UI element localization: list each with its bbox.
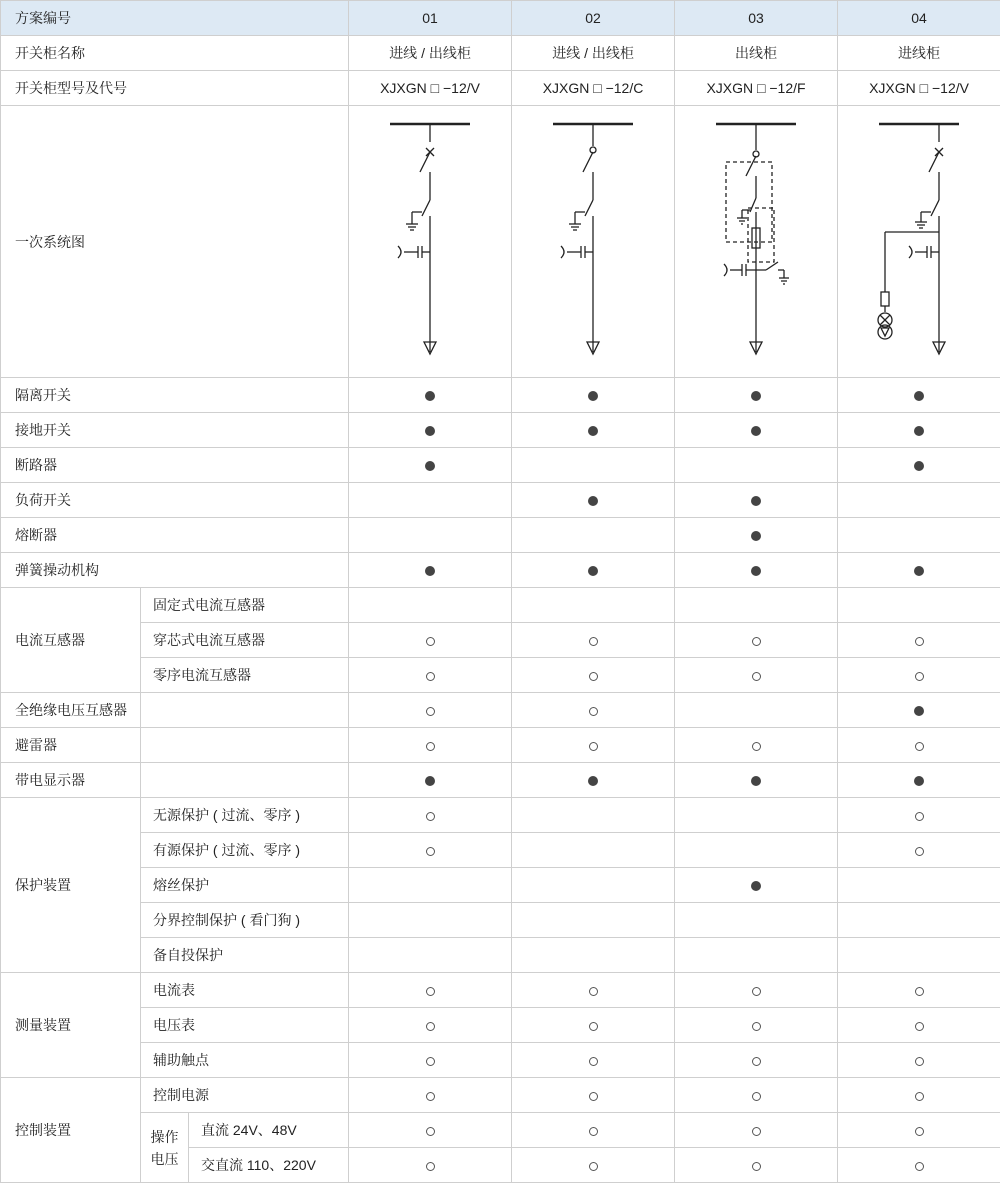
mark-cell xyxy=(675,1148,838,1183)
mark-cell xyxy=(675,798,838,833)
mark-cell xyxy=(675,763,838,798)
mark-cell xyxy=(838,378,1000,413)
protection-row xyxy=(1,798,1000,833)
mark-cell xyxy=(349,448,512,483)
mark-cell xyxy=(349,728,512,763)
mark-cell xyxy=(349,1043,512,1078)
open-circle-icon xyxy=(426,1022,435,1031)
op-voltage-line2: 电压 xyxy=(150,1150,179,1167)
open-circle-icon xyxy=(589,672,598,681)
mark-cell xyxy=(675,413,838,448)
filled-dot-icon xyxy=(588,496,598,506)
mark-cell xyxy=(675,1043,838,1078)
mark-cell xyxy=(349,903,512,938)
measure-row xyxy=(1,973,1000,1008)
open-circle-icon xyxy=(589,637,598,646)
mark-cell xyxy=(512,728,675,763)
filled-dot-icon xyxy=(914,461,924,471)
open-circle-icon xyxy=(752,1162,761,1171)
op-voltage-label xyxy=(141,1113,189,1183)
mark-cell xyxy=(349,833,512,868)
mark-cell xyxy=(349,1078,512,1113)
filled-dot-icon xyxy=(425,426,435,436)
filled-dot-icon xyxy=(751,531,761,541)
open-circle-icon xyxy=(915,742,924,751)
filled-dot-icon xyxy=(751,426,761,436)
mark-cell xyxy=(675,658,838,693)
group-label: 控制装置 xyxy=(1,1078,141,1183)
row-label: 一次系统图 xyxy=(1,106,349,378)
cabinet-name: 进线柜 xyxy=(838,36,1000,71)
sub-label: 电压表 xyxy=(141,1008,349,1043)
cabinet-model: XJXGN □ −12/V xyxy=(838,71,1000,106)
row-label: 带电显示器 xyxy=(1,763,141,798)
group-label: 电流互感器 xyxy=(1,588,141,693)
pt-row xyxy=(1,693,1000,728)
open-circle-icon xyxy=(915,1092,924,1101)
filled-dot-icon xyxy=(914,566,924,576)
mark-cell xyxy=(675,553,838,588)
sub-label: 无源保护 ( 过流、零序 ) xyxy=(141,798,349,833)
mark-cell xyxy=(349,938,512,973)
group-label: 保护装置 xyxy=(1,798,141,973)
open-circle-icon xyxy=(915,1162,924,1171)
mark-cell xyxy=(349,973,512,1008)
open-circle-icon xyxy=(752,1127,761,1136)
filled-dot-icon xyxy=(425,566,435,576)
row-label: 全绝缘电压互感器 xyxy=(1,693,141,728)
mark-cell xyxy=(675,973,838,1008)
mark-cell xyxy=(349,378,512,413)
mark-cell xyxy=(838,413,1000,448)
sub-label: 交直流 110、220V xyxy=(189,1148,349,1183)
mark-cell xyxy=(512,1078,675,1113)
filled-dot-icon xyxy=(914,706,924,716)
earthing-row xyxy=(1,413,1000,448)
load-switch-row xyxy=(1,483,1000,518)
diagram-02-svg xyxy=(543,112,643,372)
protection-row xyxy=(1,938,1000,973)
ct-row xyxy=(1,623,1000,658)
cabinet-model: XJXGN □ −12/V xyxy=(349,71,512,106)
mark-cell xyxy=(349,413,512,448)
mark-cell xyxy=(512,588,675,623)
filled-dot-icon xyxy=(425,461,435,471)
mark-cell xyxy=(838,448,1000,483)
open-circle-icon xyxy=(426,1127,435,1136)
model-row xyxy=(1,71,1000,106)
open-circle-icon xyxy=(589,987,598,996)
mark-cell xyxy=(349,693,512,728)
name-row xyxy=(1,36,1000,71)
mark-cell xyxy=(675,1113,838,1148)
mark-cell xyxy=(675,1008,838,1043)
single-line-diagram-01 xyxy=(349,106,512,378)
filled-dot-icon xyxy=(751,496,761,506)
open-circle-icon xyxy=(915,987,924,996)
filled-dot-icon xyxy=(751,881,761,891)
arrester-row xyxy=(1,728,1000,763)
diagram-row xyxy=(1,106,1000,378)
protection-row xyxy=(1,903,1000,938)
open-circle-icon xyxy=(426,707,435,716)
sub-label: 控制电源 xyxy=(141,1078,349,1113)
open-circle-icon xyxy=(426,742,435,751)
sub-label: 固定式电流互感器 xyxy=(141,588,349,623)
mark-cell xyxy=(838,693,1000,728)
mark-cell xyxy=(349,1148,512,1183)
empty-cell xyxy=(141,693,349,728)
cabinet-name: 进线 / 出线柜 xyxy=(349,36,512,71)
single-line-diagram-03 xyxy=(675,106,838,378)
filled-dot-icon xyxy=(425,776,435,786)
single-line-diagram-02 xyxy=(512,106,675,378)
mark-cell xyxy=(512,693,675,728)
filled-dot-icon xyxy=(751,776,761,786)
mark-cell xyxy=(838,868,1000,903)
row-label: 开关柜型号及代号 xyxy=(1,71,349,106)
sub-label: 辅助触点 xyxy=(141,1043,349,1078)
filled-dot-icon xyxy=(914,426,924,436)
mark-cell xyxy=(838,658,1000,693)
spring-mechanism-row xyxy=(1,553,1000,588)
mark-cell xyxy=(512,518,675,553)
mark-cell xyxy=(675,1078,838,1113)
mark-cell xyxy=(675,868,838,903)
sub-label: 熔丝保护 xyxy=(141,868,349,903)
row-label: 开关柜名称 xyxy=(1,36,349,71)
mark-cell xyxy=(675,378,838,413)
open-circle-icon xyxy=(589,1127,598,1136)
open-circle-icon xyxy=(915,1127,924,1136)
open-circle-icon xyxy=(915,672,924,681)
mark-cell xyxy=(512,448,675,483)
mark-cell xyxy=(512,1043,675,1078)
header-row xyxy=(1,1,1000,36)
mark-cell xyxy=(675,588,838,623)
diagram-04-svg xyxy=(869,112,969,372)
mark-cell xyxy=(512,903,675,938)
open-circle-icon xyxy=(426,672,435,681)
mark-cell xyxy=(838,483,1000,518)
mark-cell xyxy=(512,623,675,658)
open-circle-icon xyxy=(589,1022,598,1031)
mark-cell xyxy=(838,1148,1000,1183)
scheme-02: 02 xyxy=(512,1,675,36)
row-label: 避雷器 xyxy=(1,728,141,763)
mark-cell xyxy=(675,728,838,763)
open-circle-icon xyxy=(752,742,761,751)
open-circle-icon xyxy=(426,637,435,646)
mark-cell xyxy=(349,763,512,798)
mark-cell xyxy=(512,1148,675,1183)
open-circle-icon xyxy=(589,742,598,751)
sub-label: 直流 24V、48V xyxy=(189,1113,349,1148)
filled-dot-icon xyxy=(425,391,435,401)
mark-cell xyxy=(838,1078,1000,1113)
mark-cell xyxy=(838,1043,1000,1078)
mark-cell xyxy=(512,973,675,1008)
mark-cell xyxy=(838,588,1000,623)
mark-cell xyxy=(512,868,675,903)
mark-cell xyxy=(512,1008,675,1043)
cabinet-model: XJXGN □ −12/F xyxy=(675,71,838,106)
open-circle-icon xyxy=(589,1092,598,1101)
mark-cell xyxy=(349,483,512,518)
mark-cell xyxy=(349,623,512,658)
mark-cell xyxy=(838,798,1000,833)
row-label: 断路器 xyxy=(1,448,349,483)
open-circle-icon xyxy=(589,707,598,716)
live-display-row xyxy=(1,763,1000,798)
measure-row xyxy=(1,1008,1000,1043)
mark-cell xyxy=(675,833,838,868)
open-circle-icon xyxy=(426,1092,435,1101)
filled-dot-icon xyxy=(914,391,924,401)
open-circle-icon xyxy=(589,1162,598,1171)
open-circle-icon xyxy=(752,1057,761,1066)
control-row xyxy=(1,1078,1000,1113)
control-row xyxy=(1,1113,1000,1148)
protection-row xyxy=(1,833,1000,868)
op-voltage-line1: 操作 xyxy=(150,1128,179,1145)
mark-cell xyxy=(838,553,1000,588)
open-circle-icon xyxy=(426,987,435,996)
open-circle-icon xyxy=(752,672,761,681)
ct-row xyxy=(1,588,1000,623)
mark-cell xyxy=(838,763,1000,798)
mark-cell xyxy=(512,938,675,973)
open-circle-icon xyxy=(915,1022,924,1031)
mark-cell xyxy=(349,1008,512,1043)
mark-cell xyxy=(512,763,675,798)
mark-cell xyxy=(512,378,675,413)
mark-cell xyxy=(838,623,1000,658)
scheme-01: 01 xyxy=(349,1,512,36)
filled-dot-icon xyxy=(588,391,598,401)
fuse-row xyxy=(1,518,1000,553)
mark-cell xyxy=(838,903,1000,938)
mark-cell xyxy=(512,413,675,448)
mark-cell xyxy=(512,483,675,518)
empty-cell xyxy=(141,728,349,763)
scheme-03: 03 xyxy=(675,1,838,36)
row-label: 熔断器 xyxy=(1,518,349,553)
sub-label: 零序电流互感器 xyxy=(141,658,349,693)
mark-cell xyxy=(838,938,1000,973)
mark-cell xyxy=(349,658,512,693)
mark-cell xyxy=(838,1008,1000,1043)
mark-cell xyxy=(349,798,512,833)
open-circle-icon xyxy=(915,812,924,821)
open-circle-icon xyxy=(915,1057,924,1066)
sub-label: 有源保护 ( 过流、零序 ) xyxy=(141,833,349,868)
mark-cell xyxy=(675,483,838,518)
filled-dot-icon xyxy=(588,776,598,786)
mark-cell xyxy=(675,623,838,658)
open-circle-icon xyxy=(915,637,924,646)
mark-cell xyxy=(512,833,675,868)
open-circle-icon xyxy=(426,847,435,856)
mark-cell xyxy=(838,1113,1000,1148)
measure-row xyxy=(1,1043,1000,1078)
open-circle-icon xyxy=(426,1162,435,1171)
mark-cell xyxy=(838,518,1000,553)
mark-cell xyxy=(512,798,675,833)
open-circle-icon xyxy=(752,637,761,646)
cabinet-model: XJXGN □ −12/C xyxy=(512,71,675,106)
filled-dot-icon xyxy=(588,566,598,576)
mark-cell xyxy=(675,938,838,973)
mark-cell xyxy=(512,1113,675,1148)
row-label: 隔离开关 xyxy=(1,378,349,413)
mark-cell xyxy=(349,868,512,903)
open-circle-icon xyxy=(752,1092,761,1101)
mark-cell xyxy=(349,588,512,623)
mark-cell xyxy=(512,553,675,588)
scheme-04: 04 xyxy=(838,1,1000,36)
mark-cell xyxy=(838,973,1000,1008)
ct-row xyxy=(1,658,1000,693)
open-circle-icon xyxy=(752,1022,761,1031)
mark-cell xyxy=(349,518,512,553)
group-label: 测量装置 xyxy=(1,973,141,1078)
open-circle-icon xyxy=(752,987,761,996)
mark-cell xyxy=(675,693,838,728)
open-circle-icon xyxy=(589,1057,598,1066)
isolator-row xyxy=(1,378,1000,413)
sub-label: 备自投保护 xyxy=(141,938,349,973)
cabinet-name: 出线柜 xyxy=(675,36,838,71)
open-circle-icon xyxy=(915,847,924,856)
mark-cell xyxy=(512,658,675,693)
cabinet-name: 进线 / 出线柜 xyxy=(512,36,675,71)
diagram-01-svg xyxy=(380,112,480,372)
row-label: 接地开关 xyxy=(1,413,349,448)
mark-cell xyxy=(675,518,838,553)
mark-cell xyxy=(838,728,1000,763)
header-label: 方案编号 xyxy=(1,1,349,36)
empty-cell xyxy=(141,763,349,798)
open-circle-icon xyxy=(426,1057,435,1066)
filled-dot-icon xyxy=(914,776,924,786)
protection-row xyxy=(1,868,1000,903)
diagram-03-svg xyxy=(706,112,806,372)
mark-cell xyxy=(675,903,838,938)
row-label: 负荷开关 xyxy=(1,483,349,518)
sub-label: 分界控制保护 ( 看门狗 ) xyxy=(141,903,349,938)
mark-cell xyxy=(349,553,512,588)
filled-dot-icon xyxy=(588,426,598,436)
single-line-diagram-04 xyxy=(838,106,1000,378)
mark-cell xyxy=(349,1113,512,1148)
filled-dot-icon xyxy=(751,566,761,576)
row-label: 弹簧操动机构 xyxy=(1,553,349,588)
sub-label: 电流表 xyxy=(141,973,349,1008)
sub-label: 穿芯式电流互感器 xyxy=(141,623,349,658)
filled-dot-icon xyxy=(751,391,761,401)
mark-cell xyxy=(838,833,1000,868)
breaker-row xyxy=(1,448,1000,483)
open-circle-icon xyxy=(426,812,435,821)
mark-cell xyxy=(675,448,838,483)
